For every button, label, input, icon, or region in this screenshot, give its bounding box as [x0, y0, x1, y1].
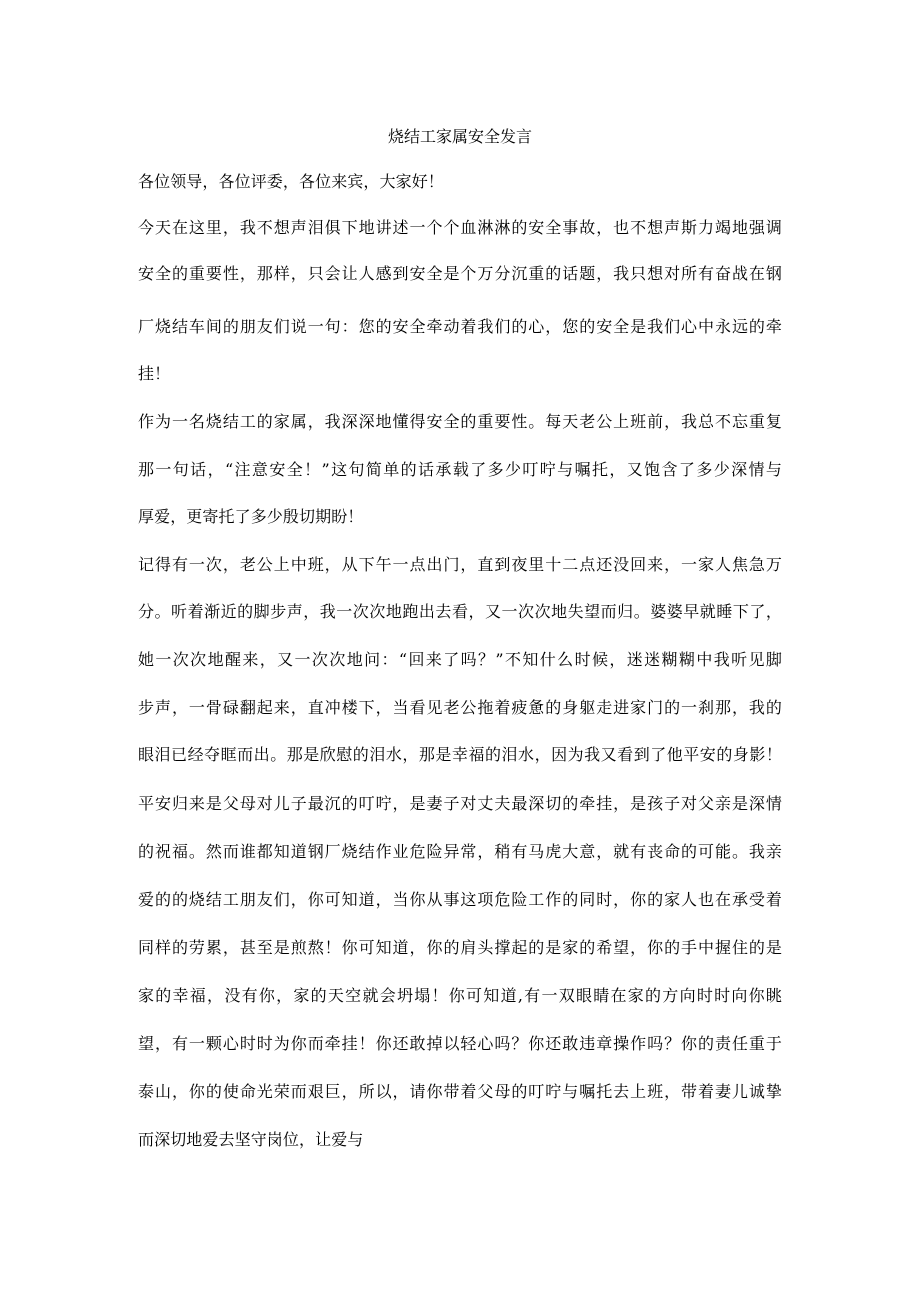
text-line: 同样的劳累，甚至是煎熬！你可知道，你的肩头撑起的是家的希望，你的手中握住的是 [138, 938, 782, 957]
text-line: 的祝福。然而谁都知道钢厂烧结作业危险异常，稍有马虎大意，就有丧命的可能。我亲 [138, 842, 782, 861]
text-line: 望，有一颗心时时为你而牵挂！你还敢掉以轻心吗？你还敢违章操作吗？你的责任重于 [138, 1034, 782, 1053]
text-line: 今天在这里，我不想声泪俱下地讲述一个个血淋淋的安全事故，也不想声斯力竭地强调 [138, 218, 782, 237]
text-line: 厚爱，更寄托了多少殷切期盼！ [138, 507, 364, 526]
text-line: 而深切地爱去坚守岗位，让爱与 [138, 1130, 364, 1149]
text-line: 她一次次地醒来，又一次次地问：“回来了吗？”不知什么时候，迷迷糊糊中我听见脚 [138, 650, 782, 669]
text-line: 记得有一次，老公上中班，从下午一点出门，直到夜里十二点还没回来，一家人焦急万 [138, 555, 782, 574]
text-line: 步声，一骨碌翻起来，直冲楼下，当看见老公拖着疲惫的身躯走进家门的一刹那，我的 [138, 698, 782, 717]
text-line: 爱的的烧结工朋友们，你可知道，当你从事这项危险工作的同时，你的家人也在承受着 [138, 890, 782, 909]
text-line: 平安归来是父母对儿子最沉的叮咛，是妻子对丈夫最深切的牵挂，是孩子对父亲是深情 [138, 794, 782, 813]
text-line: 分。听着渐近的脚步声，我一次次地跑出去看，又一次次地失望而归。婆婆早就睡下了， [138, 602, 782, 621]
document-title: 烧结工家属安全发言 [387, 127, 532, 146]
text-line: 那一句话，“注意安全！”这句简单的话承载了多少叮咛与嘱托，又饱含了多少深情与 [138, 460, 782, 479]
text-line: 作为一名烧结工的家属，我深深地懂得安全的重要性。每天老公上班前，我总不忘重复 [138, 412, 782, 431]
text-line: 各位领导，各位评委，各位来宾，大家好！ [138, 172, 444, 191]
text-line: 安全的重要性，那样，只会让人感到安全是个万分沉重的话题，我只想对所有奋战在钢 [138, 264, 782, 283]
text-line: 厂烧结车间的朋友们说一句：您的安全牵动着我们的心，您的安全是我们心中永远的牵 [138, 317, 782, 336]
text-line: 家的幸福，没有你，家的天空就会坍塌！你可知道,有一双眼睛在家的方向时时向你眺 [138, 986, 782, 1005]
text-line: 挂！ [138, 364, 171, 383]
text-line: 泰山，你的使命光荣而艰巨，所以，请你带着父母的叮咛与嘱托去上班，带着妻儿诚挚 [138, 1082, 782, 1101]
text-line: 眼泪已经夺眶而出。那是欣慰的泪水，那是幸福的泪水，因为我又看到了他平安的身影！ [138, 745, 782, 764]
